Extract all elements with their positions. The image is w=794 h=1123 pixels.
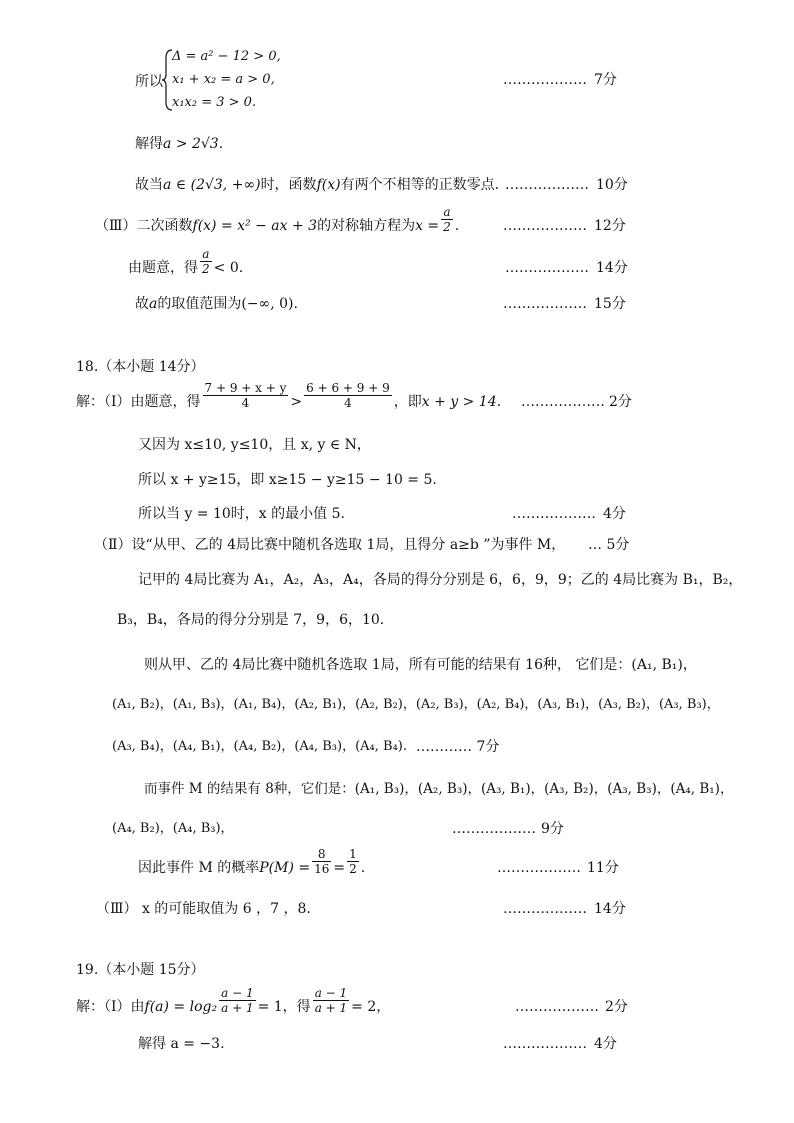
score-mark: 2分 [605, 999, 628, 1015]
record-line: 记甲的 4局比赛为 A₁，A₂，A₃，A₄，各局的得分分别是 6，6，9，9；乙的 4局比赛为 B₁，B₂， [138, 572, 743, 588]
system-line-3: x₁x₂ = 3 > 0. [172, 95, 257, 110]
system-line-1: Δ = a² − 12 > 0, [172, 49, 281, 64]
system-line-2: x₁ + x₂ = a > 0, [172, 72, 275, 87]
problem-18-heading: 18.（本小题 14分） [76, 359, 205, 375]
leader-dots: ……………… [503, 72, 587, 88]
score-mark: 7分 [594, 72, 617, 88]
leader-dots: ……………… [515, 999, 599, 1015]
score-mark: 10分 [596, 177, 628, 193]
derivation-line: 所以 x + y≥15，即 x≥15 − y≥15 − 10 = 5. [138, 472, 437, 488]
score-mark: 4分 [603, 506, 626, 522]
outcomes-list-1: (A₁, B₂)，(A₁, B₃)，(A₁, B₄)，(A₂, B₁)，(A₂, B₂)，(A₂, B₃)，(A₂, B₄)，(A₃, B₁)，(A₃, B₂)，(A₃, B₃)， [112, 697, 720, 712]
score-mark: 12分 [594, 218, 626, 234]
leader-dots: ……………… [503, 218, 587, 234]
part-i-line: 解：（Ⅰ）由f(a) = log₂ $\frac{a - 1}{a + 1}$ = 1，得 $\frac{a - 1}{a + 1}$ = 2， [76, 985, 391, 1015]
leader-dots: ……………… [503, 296, 587, 312]
part-ii-line: （Ⅱ）设“从甲、乙的 4局比赛中随机各选取 1局，且得分 a≥b ”为事件 M， [94, 537, 566, 553]
score-mark: 15分 [594, 296, 626, 312]
conclusion-line: 故当a ∈ (2√3, +∞)时，函数f(x)有两个不相等的正数零点. [135, 177, 500, 193]
score-mark: 9分 [541, 821, 564, 837]
score-mark: 14分 [594, 901, 626, 917]
leader-dots: ……………… [505, 177, 589, 193]
part-i-line: 解：（Ⅰ）由题意，得 $\frac{7 + 9 + x + y}{4}$ > $\frac{6 + 6 + 9 + 9}{4}$ ，即x + y > 14. [76, 380, 502, 410]
leader-dots: ……………… [512, 506, 596, 522]
score-mark: 11分 [587, 860, 619, 876]
suoyi-label: 所以 [135, 74, 163, 90]
solution-line: 解得 a = −3. [138, 1036, 225, 1052]
minimum-line: 所以当 y = 10时，x 的最小值 5. [138, 506, 345, 522]
event-outcomes-line: 而事件 M 的结果有 8种，它们是：(A₁, B₃)，(A₂, B₃)，(A₃, B₁)，(A₃, B₂)，(A₃, B₃)，(A₄, B₁)， [144, 781, 734, 797]
leader-dots: ……………… [503, 901, 587, 917]
outcomes-list-2: (A₃, B₄)，(A₄, B₁)，(A₄, B₂)，(A₄, B₃)，(A₄, B₄). [112, 739, 407, 754]
problem-19-heading: 19.（本小题 15分） [76, 962, 205, 978]
leader-dots: ……………… [503, 1036, 587, 1052]
score-mark: 14分 [596, 260, 628, 276]
solution-line: 解得a > 2√3. [135, 136, 224, 152]
leader-dots: ……………… [505, 260, 589, 276]
part-iii-line: （Ⅲ） x 的可能取值为 6 ，7 ，8. [96, 901, 311, 917]
score-mark: 2分 [609, 394, 632, 410]
score-mark: … 5分 [588, 537, 630, 553]
record-line-cont: B₃，B₄，各局的得分分别是 7，9，6，10. [117, 612, 385, 628]
outcomes-intro: 则从甲、乙的 4局比赛中随机各选取 1局，所有可能的结果有 16种， 它们是：(A₁, B₁)， [144, 657, 697, 673]
score-mark: ………… 7分 [416, 739, 500, 755]
constraint-line: 又因为 x≤10, y≤10，且 x, y ∈ N， [138, 437, 371, 453]
score-mark: 4分 [594, 1036, 617, 1052]
leader-dots: ……………… [521, 394, 605, 410]
part-iii-line: （Ⅲ）二次函数f(x) = x² − ax + 3的对称轴方程为x = $\frac{a}{2}$ . [95, 204, 460, 234]
range-line: 故a的取值范围为(−∞, 0). [135, 296, 298, 312]
condition-line: 由题意，得 $\frac{a}{2}$ < 0. [128, 246, 244, 276]
leader-dots: ……………… [497, 860, 581, 876]
leader-dots: ……………… [452, 821, 536, 837]
probability-line: 因此事件 M 的概率P(M) = $\frac{8}{16}$ = $\frac{1}{2}$ . [138, 846, 366, 876]
event-outcomes-cont: (A₄, B₂)，(A₄, B₃)， [112, 821, 234, 836]
